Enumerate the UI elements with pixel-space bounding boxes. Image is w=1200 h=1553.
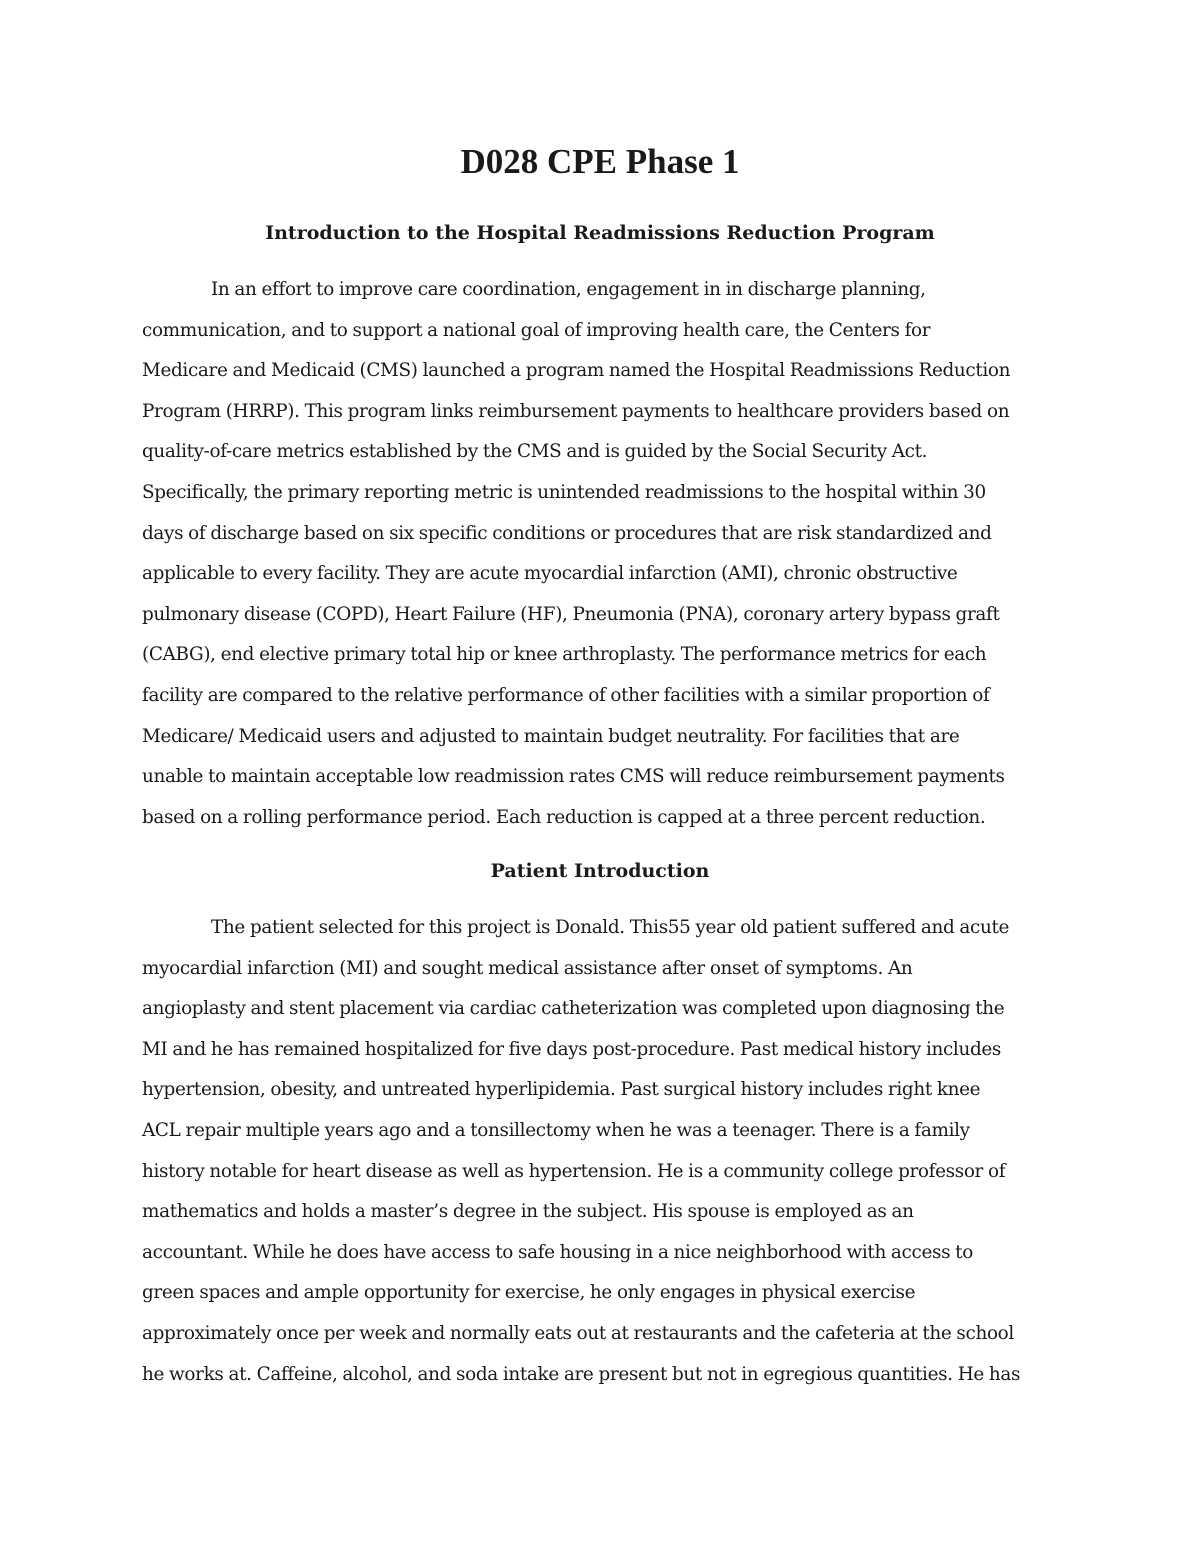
paragraph-line: days of discharge based on six specific conditions or procedures that are risk standardized and xyxy=(142,522,992,544)
paragraph-line: approximately once per week and normally eats out at restaurants and the cafeteria at the school xyxy=(142,1322,1014,1344)
paragraph-line: accountant. While he does have access to safe housing in a nice neighborhood with access to xyxy=(142,1241,973,1263)
paragraph-line: Medicare/ Medicaid users and adjusted to maintain budget neutrality. For facilities that are xyxy=(142,725,960,747)
paragraph-line: hypertension, obesity, and untreated hyperlipidemia. Past surgical history includes right knee xyxy=(142,1079,981,1101)
paragraph-line: Program (HRRP). This program links reimbursement payments to healthcare providers based on xyxy=(142,400,1010,422)
paragraph-line: unable to maintain acceptable low readmission rates CMS will reduce reimbursement payments xyxy=(142,766,1005,788)
paragraph-line: applicable to every facility. They are acute myocardial infarction (AMI), chronic obstructive xyxy=(142,563,958,585)
paragraph-line: Medicare and Medicaid (CMS) launched a program named the Hospital Readmissions Reduction xyxy=(142,360,1011,382)
paragraph-line: myocardial infarction (MI) and sought medical assistance after onset of symptoms. An xyxy=(142,957,913,979)
paragraph-line: The patient selected for this project is Donald. This55 year old patient suffered and acute xyxy=(211,917,1010,938)
paragraph-line: communication, and to support a national goal of improving health care, the Centers for xyxy=(142,319,931,341)
paragraph-patient xyxy=(142,908,1062,1395)
paragraph-line: based on a rolling performance period. Each reduction is capped at a three percent reduction. xyxy=(142,806,986,828)
paragraph-line: ACL repair multiple years ago and a tonsillectomy when he was a teenager. There is a family xyxy=(142,1119,970,1141)
paragraph-line: MI and he has remained hospitalized for five days post-procedure. Past medical history includes xyxy=(142,1038,1001,1060)
paragraph-line: quality-of-care metrics established by the CMS and is guided by the Social Security Act. xyxy=(142,441,928,463)
section-heading-patient: Patient Introduction xyxy=(490,860,710,882)
paragraph-line: Specifically, the primary reporting metric is unintended readmissions to the hospital within 30 xyxy=(142,481,986,503)
paragraph-line: In an effort to improve care coordination, engagement in in discharge planning, xyxy=(211,279,926,300)
paragraph-line: he works at. Caffeine, alcohol, and soda intake are present but not in egregious quantities. He has xyxy=(142,1363,1021,1385)
document-title: D028 CPE Phase 1 xyxy=(460,142,740,181)
paragraph-line: pulmonary disease (COPD), Heart Failure (HF), Pneumonia (PNA), coronary artery bypass graft xyxy=(142,603,1000,625)
paragraph-line: mathematics and holds a master’s degree in the subject. His spouse is employed as an xyxy=(142,1201,914,1223)
paragraph-line: facility are compared to the relative performance of other facilities with a similar proportion of xyxy=(142,684,990,706)
paragraph-line: angioplasty and stent placement via cardiac catheterization was completed upon diagnosing the xyxy=(142,998,1005,1020)
paragraph-hrrp xyxy=(142,270,1062,838)
paragraph-line: history notable for heart disease as well as hypertension. He is a community college professor of xyxy=(142,1160,1006,1182)
paragraph-line: (CABG), end elective primary total hip or knee arthroplasty. The performance metrics for each xyxy=(142,644,987,666)
paragraph-line: green spaces and ample opportunity for exercise, he only engages in physical exercise xyxy=(142,1282,916,1304)
section-heading-hrrp: Introduction to the Hospital Readmissions Reduction Program xyxy=(265,222,935,244)
